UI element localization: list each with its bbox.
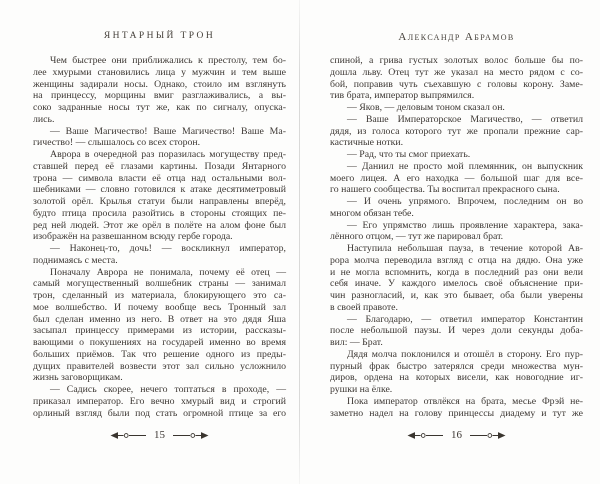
flourish-right-icon <box>470 431 506 440</box>
text-line: ставшей перед её глазами картины. Позади Янтарного <box>33 160 286 172</box>
text-line: — Благодарю, — ответил император Константин <box>347 313 583 325</box>
text-line: трон, сделанный из материала, блокирующего это са- <box>33 290 286 301</box>
text-line: — Даниил не просто мой племянник, он выпускник <box>347 160 583 172</box>
text-line: лее хмурыми становились лица у мужчин и тем выше <box>33 66 286 78</box>
text-line: вил: — Брат. <box>330 337 383 348</box>
text-line: приказал император. Его вечно хмурый вид и строгий <box>33 395 286 407</box>
text-line: жизнь заговорщикам. <box>33 372 123 384</box>
text-line: женщины задирали носы. Однако, стоило им взглянуть <box>33 78 286 90</box>
text-line: — Ваше Императорское Магичество, — ответил <box>347 113 583 125</box>
text-line: Дядя молча поклонился и отошёл в сторону. Его пур- <box>347 348 583 360</box>
text-line: — Рад, что ты смог приехать. <box>347 149 471 160</box>
page-footer-left <box>33 430 286 441</box>
flourish-left-icon <box>110 431 146 440</box>
page-footer-right <box>330 430 583 441</box>
text-line: рора молча переводила взгляд с отца на дядю. Она уже <box>330 254 583 266</box>
running-header-author-name: Александр Абрамов <box>398 31 515 43</box>
text-line: Поначалу Аврора не понимала, почему её отец — <box>50 266 286 278</box>
text-line: бой, поправив чуть съехавшую с головы корону. Заме- <box>330 78 583 90</box>
page-number: 15 <box>154 429 165 441</box>
text-line: больших приёмов. Так что решение одного из преды- <box>33 348 286 360</box>
text-line: Аврора в очередной раз поразилась могуществу пред- <box>50 149 286 160</box>
text-line: Наступила небольшая пауза, в течение которой Ав- <box>347 243 583 254</box>
text-line: золотой орёл. Крылья статуи были направлены вперёд, <box>33 196 286 207</box>
text-line: — Ваше Магичество! Ваше Магичество! Ваше Ма- <box>50 125 286 137</box>
text-line: гичество! — слышалось со всех сторон. <box>33 137 201 149</box>
text-line: — И очень упрямого. Впрочем, последним он во <box>347 196 583 207</box>
text-line: чин разногласий, и, как это бывает, оба были уверены <box>330 290 583 301</box>
running-header-book-title: ЯНТАРНЫЙ ТРОН <box>103 31 216 41</box>
text-line: себя иначе. У каждого имелось своё объяснение при- <box>330 278 583 290</box>
text-line: изображён на развешанном всюду гербе города. <box>33 231 233 243</box>
text-line: рушки на ёлке. <box>330 384 393 395</box>
page-right <box>300 0 600 484</box>
text-line: поднимаясь с места. <box>33 254 118 266</box>
text-line: самый могущественный волшебник страны — занимал <box>33 278 286 290</box>
text-line: спиной, а грива густых золотых волос больше бы по- <box>330 55 583 66</box>
text-line: мое волшебство. И почему вообще весь Тронный зал <box>33 301 286 313</box>
text-line: трона — символа власти её отца над остальными вол- <box>33 172 286 184</box>
text-line: в своей правоте. <box>330 301 398 313</box>
text-line: орлиный взгляд были под стать огромной птице за его <box>33 407 286 419</box>
text-line: лись. <box>33 113 55 125</box>
text-line: вающими о покушениях на государей именно во время <box>33 337 286 348</box>
text-line: ред ней людей. Этот же орёл в полёте на алом фоне был <box>33 219 286 231</box>
text-line: будто птица просила разойтись в стороны стоящих пе- <box>33 207 286 219</box>
text-line: моего лицея. А его находка — большой шаг для все- <box>330 172 583 184</box>
text-line: засыпал принцессу примерами из истории, рассказы- <box>33 325 286 337</box>
text-line: — Яков, — деловым тоном сказал он. <box>347 102 505 113</box>
text-line: тив брата, император выпрямился. <box>330 90 475 102</box>
page-body-right <box>330 55 583 419</box>
text-line: — Его упрямство лишь проявление характера, зака- <box>347 219 583 231</box>
text-line: заметно надел на голову принцессы диадему и тут же <box>330 407 583 419</box>
text-line: дошла льву. Отец тут же указал на место рядом с со- <box>330 66 583 78</box>
text-line: Чем быстрее они приближались к престолу, тем бо- <box>50 55 286 66</box>
text-line: — Наконец-то, дочь! — воскликнул император, <box>50 243 286 254</box>
flourish-right-icon <box>173 431 209 440</box>
page-body-left <box>33 55 286 419</box>
text-line: го нашего сообщества. Ты воспитал прекрасного сына. <box>330 184 560 196</box>
text-line: шебниками — словно готовился к атаке десятиметровый <box>33 184 286 196</box>
flourish-left-icon <box>407 431 443 440</box>
text-line: Пока император отвлёкся на брата, месье Фрэй не- <box>347 395 583 407</box>
text-line: кастичные нотки. <box>330 137 404 149</box>
text-line: был сделан именно из него. В ответ на это дядя Яша <box>33 313 286 325</box>
text-line: и не могла вспомнить, когда в последний раз они вели <box>330 266 583 278</box>
text-line: после небольшой паузы. И через доли секунды доба- <box>330 325 583 337</box>
text-line: диров, ордена на которых висели, как новогодние иг- <box>330 372 583 384</box>
text-line: — Садись скорее, нечего топтаться в проходе, — <box>50 384 286 395</box>
text-line: пурный фрак быстро затерялся среди множества мун- <box>330 360 583 372</box>
text-line: на принцессу, морщины вмиг разглаживались, а вы- <box>33 90 286 102</box>
text-line: дущих правителей возвести этот зал сильно усложнило <box>33 360 286 372</box>
text-line: многом обязан тебе. <box>330 207 414 219</box>
text-line: лённого отцом, — тут же парировал брат. <box>330 231 504 243</box>
text-line: дядя, из голоса которого тут же пропали прежние сар- <box>330 125 583 137</box>
page-number: 16 <box>451 429 462 441</box>
text-line: соко задранные носы тут же, как по сигналу, опуска- <box>33 102 286 113</box>
